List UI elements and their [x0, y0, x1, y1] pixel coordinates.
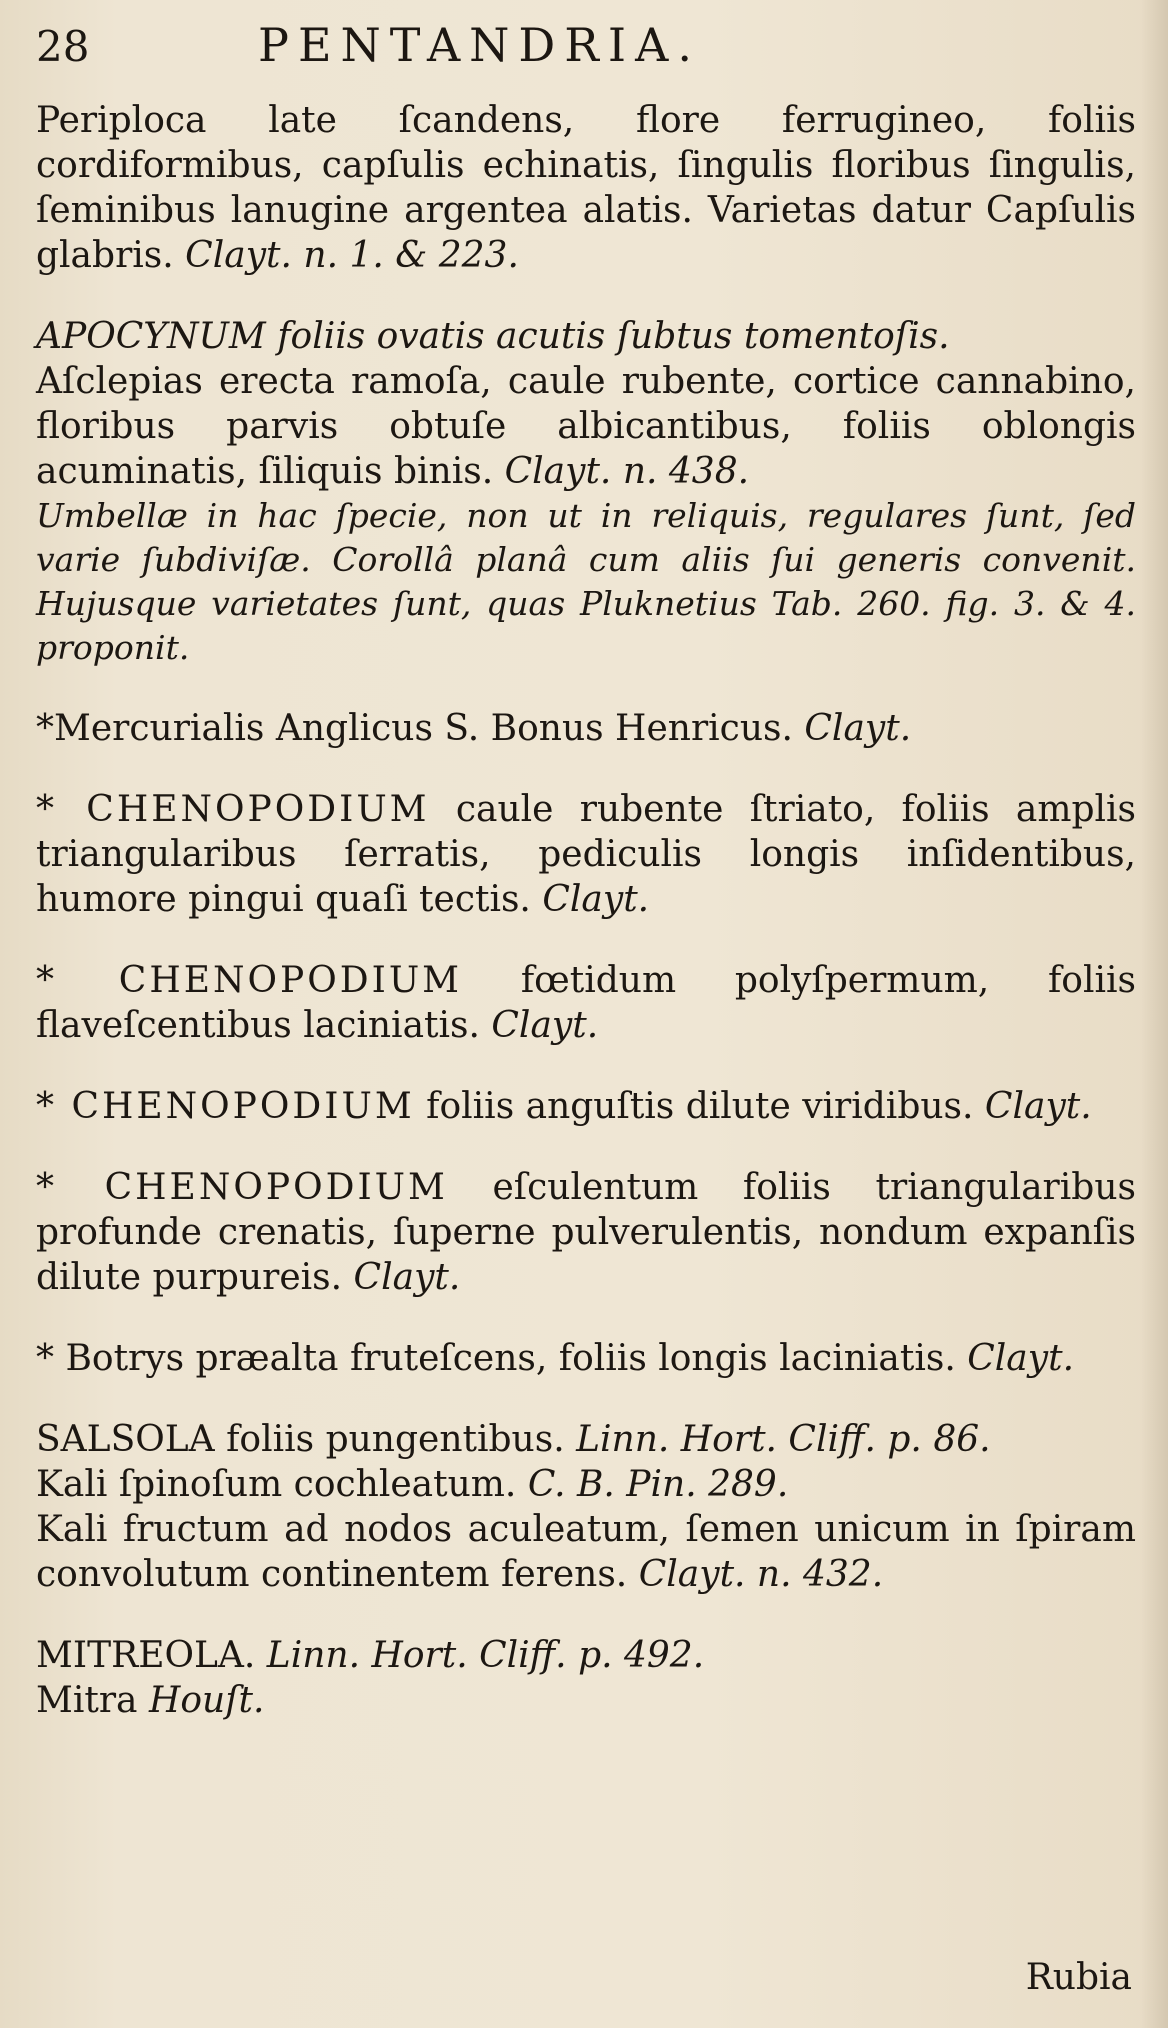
entry-reference: Clayt. — [967, 1338, 1075, 1379]
entry-periploca — [36, 98, 1136, 278]
entry-mitreola — [36, 1633, 1136, 1723]
entry-reference: Clayt. — [353, 1257, 461, 1298]
catchword: Rubia — [1025, 1957, 1132, 1998]
entry-chenopodium-1 — [36, 787, 1136, 922]
genus-heading: * CHENOPODIUM — [36, 1167, 448, 1208]
genus-heading: * CHENOPODIUM — [36, 960, 463, 1001]
synonym-reference: Clayt. n. 432. — [638, 1554, 884, 1595]
entry-salsola — [36, 1417, 1136, 1597]
entry-mercurialis — [36, 706, 1136, 751]
entry-text: Aſclepias erecta ramoſa, caule rubente, cortice cannabino, floribus parvis obtuſe albicantibus, foliis oblongis acuminatis, ſiliquis binis. — [36, 361, 1136, 492]
synonym-text: Kali fructum ad nodos aculeatum, ſemen unicum in ſpiram convolutum continentem ferens. — [36, 1509, 1136, 1595]
entry-reference: Clayt. — [984, 1086, 1092, 1127]
synonym-reference: C. B. Pin. 289. — [527, 1464, 789, 1505]
entry-chenopodium-2 — [36, 958, 1136, 1048]
entry-text: *Mercurialis Anglicus S. Bonus Henricus. — [36, 708, 793, 749]
entry-reference: Linn. Hort. Cliff. p. 86. — [576, 1419, 991, 1460]
entry-text: Periploca late ſcandens, flore ferrugineo, foliis cordiformibus, capſulis echinatis, ſingulis floribus ſingulis, ſeminibus lanugine argentea alatis. Varietas datur Capſulis glabris. — [36, 100, 1136, 276]
genus-heading: SALSOLA — [36, 1419, 215, 1460]
page-number: 28 — [36, 22, 90, 71]
page-header — [36, 18, 1136, 98]
entry-text: eſculentum foliis triangularibus profunde crenatis, ſuperne pulverulentis, nondum expanſis dilute purpureis. — [36, 1167, 1136, 1298]
entry-apocynum — [36, 314, 1136, 670]
entry-text: fœtidum polyſpermum, foliis flaveſcentibus laciniatis. — [36, 960, 1136, 1046]
entry-text: foliis anguſtis dilute viridibus. — [426, 1086, 974, 1127]
running-title: PENTANDRIA. — [258, 18, 701, 72]
entry-text: foliis pungentibus. — [226, 1419, 565, 1460]
synonym-reference: Houſt. — [148, 1680, 265, 1721]
entry-chenopodium-3 — [36, 1084, 1136, 1129]
entry-reference: Clayt. — [491, 1005, 599, 1046]
synonym-text: Mitra — [36, 1680, 138, 1721]
entry-chenopodium-4 — [36, 1165, 1136, 1300]
synonym-text: Kali ſpinoſum cochleatum. — [36, 1464, 517, 1505]
genus-heading: MITREOLA. — [36, 1635, 256, 1676]
entry-reference: Clayt. — [542, 879, 650, 920]
page-edge-shadow — [1140, 0, 1168, 2028]
entry-reference: Clayt. n. 1. & 223. — [185, 235, 519, 276]
genus-heading: * CHENOPODIUM — [36, 1086, 415, 1127]
entry-text: * Botrys præalta fruteſcens, foliis longis laciniatis. — [36, 1338, 956, 1379]
entry-reference: Linn. Hort. Cliff. p. 492. — [266, 1635, 705, 1676]
entry-reference: Clayt. n. 438. — [504, 451, 750, 492]
genus-heading: APOCYNUM foliis ovatis acutis ſubtus tomentoſis. — [36, 316, 950, 357]
entry-reference: Clayt. — [804, 708, 912, 749]
entry-text: caule rubente ſtriato, foliis amplis triangularibus ſerratis, pediculis longis inſidentibus, humore pingui quaſi tectis. — [36, 789, 1136, 920]
genus-heading: * CHENOPODIUM — [36, 789, 430, 830]
entry-botrys — [36, 1336, 1136, 1381]
entry-note: Umbellæ in hac ſpecie, non ut in reliquis, regulares ſunt, ſed varie ſubdiviſæ. Corollâ planâ cum aliis ſui generis convenit. Hujusque varietates ſunt, quas Pluknetius Tab. 260. fig. 3. & 4. proponit. — [36, 496, 1136, 667]
